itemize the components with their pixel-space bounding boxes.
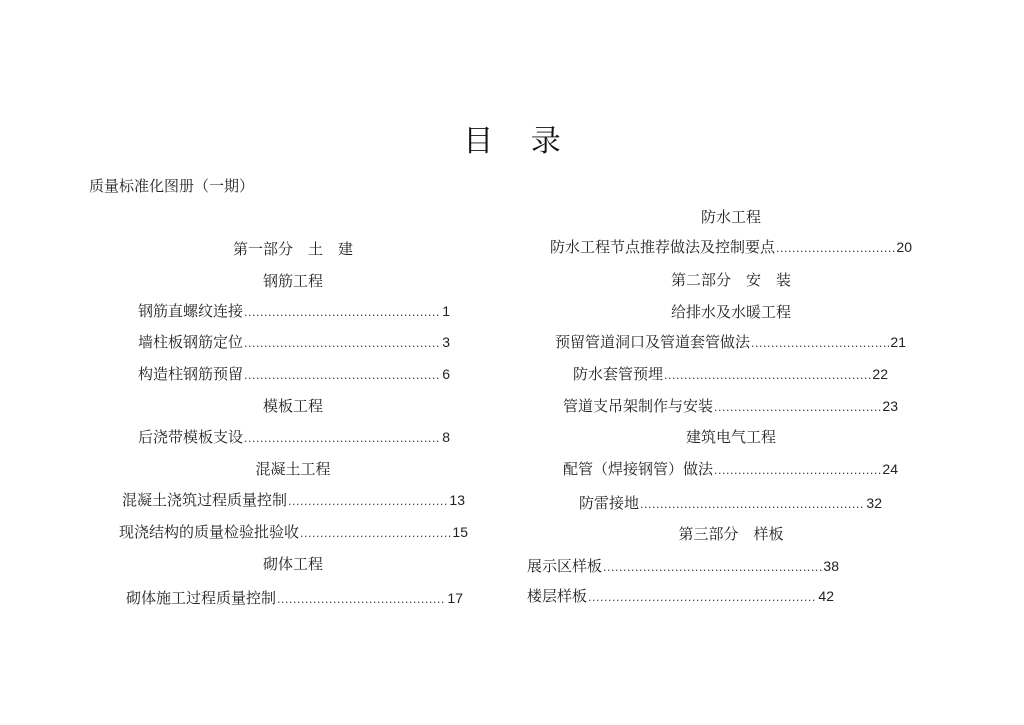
dot-leader	[603, 561, 822, 574]
dot-leader	[277, 593, 446, 606]
toc-entry-page: 32	[866, 495, 882, 511]
toc-entry[interactable]	[573, 363, 888, 384]
toc-entry-page: 6	[442, 366, 450, 382]
dot-leader	[244, 337, 441, 350]
dot-leader	[288, 495, 448, 508]
toc-entry-page: 21	[890, 334, 906, 350]
toc-entry-page: 20	[896, 239, 912, 255]
section-heading-waterproof: 防水工程	[700, 208, 762, 226]
toc-entry-title: 混凝土浇筑过程质量控制	[122, 491, 288, 509]
toc-entry-page: 8	[442, 429, 450, 445]
toc-entry[interactable]	[555, 331, 906, 352]
dot-leader	[664, 369, 871, 382]
toc-entry-title: 后浇带模板支设	[138, 428, 244, 446]
dot-leader	[640, 498, 865, 511]
toc-entry-title: 钢筋直螺纹连接	[138, 302, 244, 320]
toc-entry-title: 配管（焊接钢管）做法	[563, 460, 714, 478]
dot-leader	[244, 306, 441, 319]
section-heading-formwork: 模板工程	[262, 397, 324, 415]
dot-leader	[776, 242, 895, 255]
section-heading-masonry: 砌体工程	[262, 555, 324, 573]
toc-entry-title: 防水工程节点推荐做法及控制要点	[550, 238, 776, 256]
toc-entry[interactable]	[138, 300, 450, 321]
document-subtitle: 质量标准化图册（一期）	[89, 177, 255, 195]
toc-entry[interactable]	[563, 458, 898, 479]
toc-entry-page: 1	[442, 303, 450, 319]
toc-entry-page: 23	[882, 398, 898, 414]
toc-entry-page: 24	[882, 461, 898, 477]
toc-entry-title: 展示区样板	[527, 557, 603, 575]
part-heading-installation: 第二部分 安 装	[670, 271, 792, 289]
part-heading-samples: 第三部分 样板	[678, 525, 784, 543]
dot-leader	[588, 591, 817, 604]
section-heading-concrete: 混凝土工程	[255, 460, 331, 478]
toc-entry[interactable]	[527, 555, 839, 576]
dot-leader	[714, 464, 881, 477]
toc-entry-title: 现浇结构的质量检验批验收	[119, 523, 300, 541]
section-heading-electrical: 建筑电气工程	[685, 428, 777, 446]
dot-leader	[714, 401, 881, 414]
toc-entry[interactable]	[579, 492, 882, 513]
toc-entry-title: 防雷接地	[579, 494, 640, 512]
section-heading-rebar: 钢筋工程	[262, 272, 324, 290]
dot-leader	[244, 432, 441, 445]
toc-entry[interactable]	[122, 489, 465, 510]
toc-entry-page: 22	[872, 366, 888, 382]
section-heading-plumbing: 给排水及水暖工程	[670, 303, 792, 321]
part-heading-civil: 第一部分 土 建	[232, 240, 354, 258]
toc-entry[interactable]	[550, 236, 912, 257]
toc-entry-page: 42	[818, 588, 834, 604]
toc-entry-title: 管道支吊架制作与安装	[563, 397, 714, 415]
toc-entry-title: 墙柱板钢筋定位	[138, 333, 244, 351]
dot-leader	[244, 369, 441, 382]
toc-entry-title: 预留管道洞口及管道套管做法	[555, 333, 751, 351]
toc-entry-page: 13	[449, 492, 465, 508]
toc-entry-title: 砌体施工过程质量控制	[126, 589, 277, 607]
toc-entry[interactable]	[138, 363, 450, 384]
dot-leader	[300, 527, 451, 540]
dot-leader	[751, 337, 889, 350]
toc-entry[interactable]	[138, 331, 450, 352]
page-title: 目 录	[463, 124, 575, 159]
toc-entry[interactable]	[563, 395, 898, 416]
toc-entry-page: 15	[452, 524, 468, 540]
toc-entry-page: 38	[823, 558, 839, 574]
toc-entry[interactable]	[126, 587, 463, 608]
toc-entry-title: 构造柱钢筋预留	[138, 365, 244, 383]
toc-entry-title: 防水套管预埋	[573, 365, 664, 383]
toc-entry-title: 楼层样板	[527, 587, 588, 605]
toc-entry[interactable]	[119, 521, 468, 542]
toc-entry-page: 3	[442, 334, 450, 350]
toc-entry[interactable]	[138, 426, 450, 447]
toc-entry[interactable]	[527, 585, 834, 606]
toc-entry-page: 17	[447, 590, 463, 606]
